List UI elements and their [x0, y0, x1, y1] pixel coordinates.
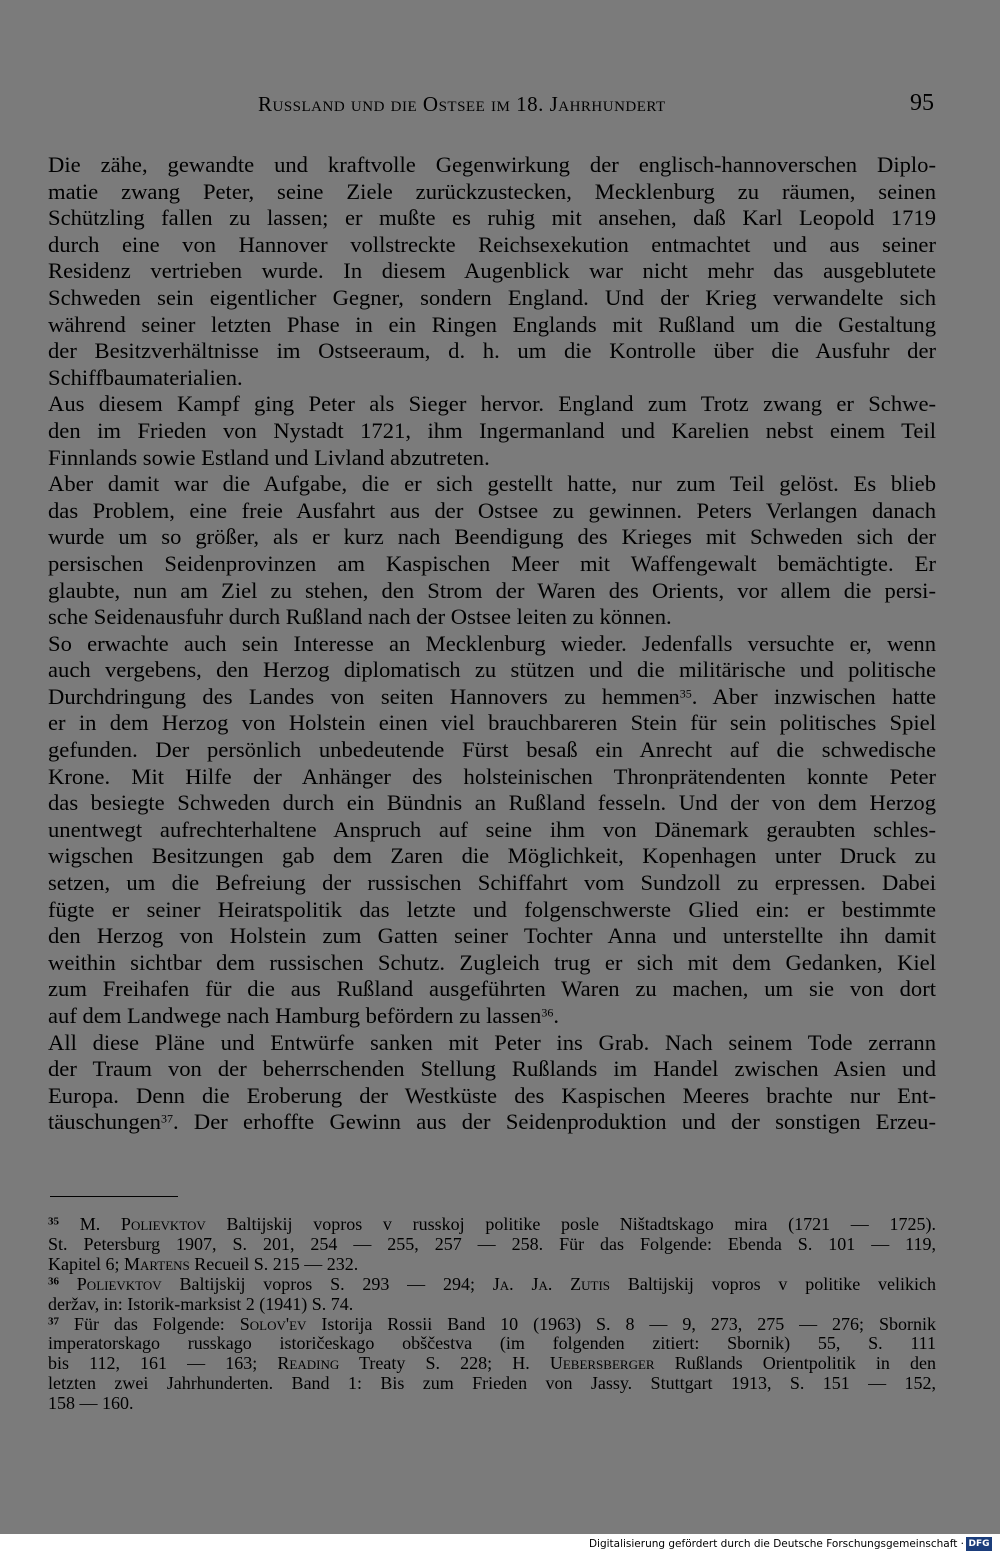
text-line: matie zwang Peter, seine Ziele zurückzustecken, Mecklenburg zu räumen, seinen: [48, 178, 936, 204]
footnote-text: Rußlands Orientpolitik in den: [654, 1353, 936, 1374]
text-line: Krone. Mit Hilfe der Anhänger des holsteinischen Thronprätendenten konnte Peter: [48, 763, 936, 789]
text-line: Residenz vertrieben wurde. In diesem Augenblick war nicht mehr das ausgeblutete: [48, 258, 936, 284]
text-line: er in dem Herzog von Holstein einen viel brauchbareren Stein für sein politisches Spiel: [48, 710, 936, 736]
text-segment: täuschungen: [48, 1109, 161, 1135]
footnote-line: [48, 1255, 936, 1275]
footnote-text: Baltijskij vopros v russkoj politike posle Ništadtskago mira (1721 — 1725).: [205, 1214, 937, 1234]
text-line: [48, 1109, 936, 1136]
footnote-text: Treaty S. 228; H.: [339, 1353, 550, 1374]
footnote-text: Kapitel 6;: [48, 1253, 124, 1274]
text-line: Die zähe, gewandte und kraftvolle Gegenwirkung der englisch-hannoverschen Diplo-: [48, 152, 936, 177]
author-name: Martens: [123, 1253, 190, 1274]
text-line: weithin sichtbar dem russischen Schutz. Zugleich trug er sich mit dem Gedanken, Kiel: [48, 949, 936, 975]
text-line: wigschen Besitzungen gab dem Zaren die Möglichkeit, Kopenhagen unter Druck zu: [48, 843, 936, 869]
digitization-credit: Digitalisierung gefördert durch die Deutsche Forschungsgemeinschaft ·: [588, 1538, 964, 1550]
footnote-35: [48, 1215, 936, 1235]
text-line: unentwegt aufrechterhaltene Anspruch auf seine ihm von Dänemark geraubten schles-: [48, 816, 936, 842]
footnote-text: Istorija Rossii Band 10 (1963) S. 8 — 9, 273, 275 — 276; Sbornik: [306, 1313, 936, 1334]
author-name: Reading: [277, 1353, 340, 1374]
text-line: Schiffbaumaterialien.: [48, 364, 243, 390]
text-line: durch eine von Hannover vollstreckte Reichsexekution entmachtet und aus seiner: [48, 231, 936, 257]
text-segment: .: [553, 1003, 559, 1028]
running-head: Russland und die Ostsee im 18. Jahrhundert: [258, 92, 666, 116]
text-segment: Durchdringung des Landes von seiten Hannovers zu hemmen: [48, 683, 680, 709]
footnote-reference[interactable]: 35: [679, 686, 692, 701]
author-name: M. Polievktov: [79, 1214, 206, 1234]
text-line: der Traum von der beherrschenden Stellung Rußlands im Handel zwischen Asien und: [48, 1056, 936, 1082]
footnote-mark: 37: [48, 1315, 59, 1328]
text-line: Aber damit war die Aufgabe, die er sich gestellt hatte, nur zum Teil gelöst. Es blieb: [48, 471, 936, 497]
text-line: [48, 1003, 936, 1030]
text-segment: . Aber inzwischen hatte: [691, 683, 936, 709]
text-line: sche Seidenausfuhr durch Rußland nach der Ostsee leiten zu können.: [48, 604, 672, 630]
text-segment: auf dem Landwege nach Hamburg befördern zu lassen: [48, 1003, 542, 1028]
footnote-mark: 35: [48, 1215, 59, 1228]
footnote-text: bis 112, 161 — 163;: [48, 1353, 278, 1374]
text-segment: . Der erhoffte Gewinn aus der Seidenproduktion und der sonstigen Erzeu-: [172, 1109, 936, 1135]
footnote-line: letzten zwei Jahrhunderten. Band 1: Bis zum Frieden von Jassy. Stuttgart 1913, S. 151 — 152,: [48, 1373, 936, 1394]
text-line: Finnlands sowie Estland und Livland abzutreten.: [48, 444, 490, 470]
footnote-37: [48, 1315, 936, 1335]
footnote-mark: 36: [48, 1275, 59, 1288]
footnote-text: Baltijskij vopros S. 293 — 294;: [161, 1273, 493, 1294]
page-number: 95: [910, 90, 934, 116]
text-line: [48, 684, 936, 711]
text-line: zum Freihafen für die aus Rußland ausgeführten Waren zu machen, um sie von dort: [48, 976, 936, 1002]
text-line: Aus diesem Kampf ging Peter als Sieger hervor. England zum Trotz zwang er Schwe-: [48, 391, 936, 417]
footnote-36: [48, 1275, 936, 1295]
footnote-text: Baltijskij vopros v politike velikich: [610, 1273, 936, 1294]
text-line: das besiegte Schweden durch ein Bündnis an Rußland fesseln. Und der von dem Herzog: [48, 790, 936, 816]
text-line: Europa. Denn die Eroberung der Westküste des Kaspischen Meeres brachte nur Ent-: [48, 1082, 936, 1108]
text-line: setzen, um die Befreiung der russischen Schiffahrt vom Sundzoll zu erpressen. Dabei: [48, 870, 936, 896]
footnote-text: Recueil S. 215 — 232.: [189, 1253, 359, 1274]
text-line: wurde um so größer, als er kurz nach Beendigung des Krieges mit Schweden sich der: [48, 524, 936, 550]
text-line: während seiner letzten Phase in ein Ringen Englands mit Rußland um die Gestaltung: [48, 311, 936, 337]
footnote-text: Für das Folgende:: [59, 1313, 240, 1334]
author-name: Solov'ev: [239, 1313, 307, 1334]
author-name: Polievktov: [76, 1273, 162, 1294]
text-line: persischen Seidenprovinzen am Kaspischen Meer mit Waffengewalt bemächtigte. Er: [48, 550, 936, 576]
text-line: auch vergebens, den Herzog diplomatisch zu stützen und die militärische und politische: [48, 657, 936, 683]
footnotes: [48, 1215, 936, 1414]
footnote-line: imperatorskago russkago istoričeskago obščestva (im folgenden zitiert: Sbornik) 55, S. 111: [48, 1333, 936, 1354]
text-line: gefunden. Der persönlich unbedeutende Fürst besaß ein Anrecht auf die schwedische: [48, 737, 936, 763]
text-line: den Herzog von Holstein zum Gatten seiner Tochter Anna und unterstellte ihn damit: [48, 923, 936, 949]
text-line: Schweden sein eigentlicher Gegner, sondern England. Und der Krieg verwandelte sich: [48, 284, 936, 310]
footnote-line: St. Petersburg 1907, S. 201, 254 — 255, 257 — 258. Für das Folgende: Ebenda S. 101 — 119,: [48, 1233, 936, 1254]
text-line: den im Frieden von Nystadt 1721, ihm Ingermanland und Karelien nebst einem Teil: [48, 417, 936, 443]
footnote-line: 158 — 160.: [48, 1393, 134, 1414]
dfg-logo: DFG: [966, 1537, 992, 1551]
text-line: das Problem, eine freie Ausfahrt aus der Ostsee zu gewinnen. Peters Verlangen danach: [48, 497, 936, 523]
author-name: Ja. Ja. Zutis: [492, 1273, 611, 1294]
text-line: fügte er seiner Heiratspolitik das letzte und folgenschwerste Glied ein: er bestimmte: [48, 896, 936, 922]
body-text: [48, 152, 936, 1136]
footnote-reference[interactable]: 36: [541, 1005, 554, 1020]
text-line: Schützling fallen zu lassen; er mußte es ruhig mit ansehen, daß Karl Leopold 1719: [48, 205, 936, 231]
footnote-reference[interactable]: 37: [160, 1111, 173, 1126]
author-name: Uebersberger: [549, 1353, 655, 1374]
text-line: So erwachte auch sein Interesse an Mecklenburg wieder. Jedenfalls versuchte er, wenn: [48, 630, 936, 656]
footnote-line: deržav, in: Istorik-marksist 2 (1941) S. 74.: [48, 1293, 354, 1314]
text-line: der Besitzverhältnisse im Ostseeraum, d. h. um die Kontrolle über die Ausfuhr der: [48, 338, 936, 364]
footnote-separator: [50, 1196, 178, 1197]
text-line: All diese Pläne und Entwürfe sanken mit Peter ins Grab. Nach seinem Tode zerrann: [48, 1029, 936, 1055]
text-line: glaubte, nun am Ziel zu stehen, den Strom der Waren des Orients, vor allem die persi-: [48, 577, 936, 603]
footnote-line: [48, 1354, 936, 1374]
